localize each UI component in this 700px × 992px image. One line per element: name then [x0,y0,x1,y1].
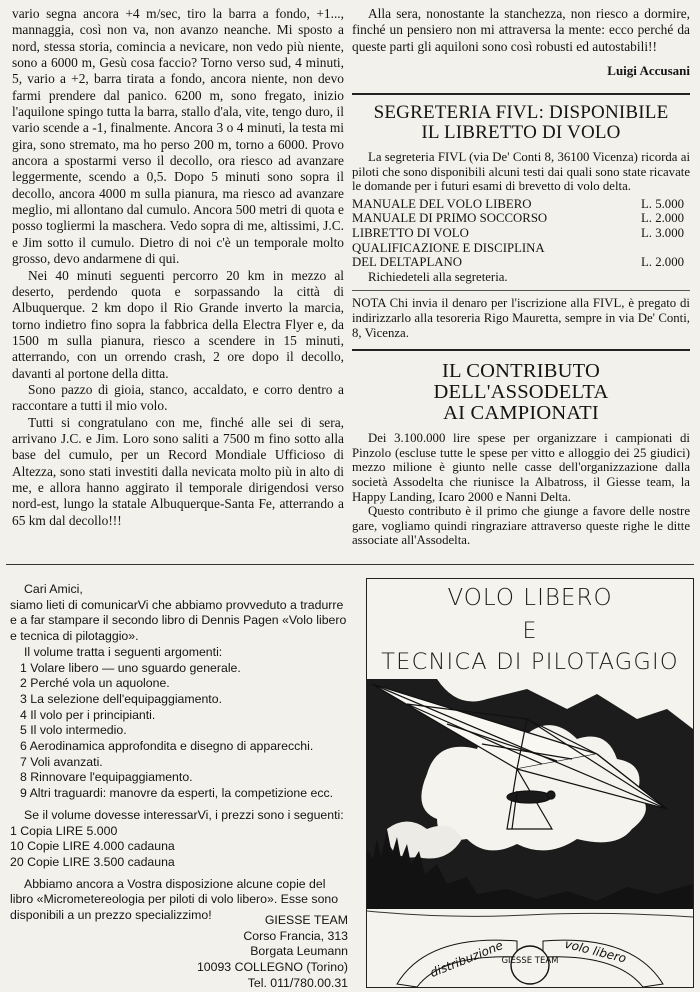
list-item: 7 Voli avanzati. [20,754,103,769]
article-paragraph: Nei 40 minuti seguenti percorro 20 km in mezzo al deserto, perdendo quota e sorpassando la città di Albuquerque. 2 km dopo il Rio Grande inverto la marcia, torno indietro fino sopra la fabbrica della Electra Flyer e, da 1500 m sulla pianura, riesco a scendere in 15 minuti, atterrando, con un orrendo crash, 2 ore dopo il decollo, davanti al portone della ditta. [12,267,344,381]
author-signature: Luigi Accusani [607,63,690,79]
book-price-list [352,197,690,270]
request-line: Richiedeteli alla segreteria. [368,269,508,284]
ad-title-line: E [522,619,538,644]
letter-topics-intro: Il volume tratta i seguenti argomenti: [24,644,223,659]
list-item: 4 Il volo per i principianti. [20,707,156,722]
price-item: MANUALE DI PRIMO SOCCORSO L. 2.000 [352,211,684,226]
topics-list [10,661,350,802]
section-divider [352,349,690,351]
list-item: 1 Copia LIRE 5.000 [10,823,118,838]
price-item: MANUALE DEL VOLO LIBERO L. 5.000 [352,196,684,211]
letter-extra: Abbiamo ancora a Vostra disposizione alcune copie del libro «Micrometereologia per piloti di volo libero». Esse sono disponibili a un prezzo specializzimo! [10,876,339,923]
address-line: 10093 COLLEGNO (Torino) [196,960,348,975]
list-item: 8 Rinnovare l'equipaggiamento. [20,770,193,785]
hang-glider-illustration [367,679,693,987]
phone-line: Tel. 011/780.00.31 [247,975,348,990]
section-intro: La segreteria FIVL (via De' Conti 8, 36100 Vicenza) ricorda ai piloti che sono disponibili alcuni testi dai quali sono state ricavate le domande per i futuri esami di brevetto di volo delta. [352,150,690,194]
company-name: GIESSE TEAM [264,913,348,927]
list-item: 1 Volare libero — uno sguardo generale. [20,660,241,675]
list-item: 2 Perché vola un aquolone. [20,676,170,691]
note-paragraph: NOTA Chi invia il denaro per l'iscrizione alla FIVL, è pregato di indirizzarlo alla tesoreria Rigo Mauretta, sempre in via De' Conti, 8, Vicenza. [352,296,690,340]
banner-left-text: distribuzione [428,938,506,981]
section-title: IL CONTRIBUTO DELL'ASSODELTA AI CAMPIONATI [433,360,609,425]
address-line: Corso Francia, 313 [243,928,348,943]
emblem-text: GIESSE TEAM [501,956,559,966]
contributo-section [352,361,690,548]
list-item: 10 Copie LIRE 4.000 cadauna [10,839,175,854]
section-paragraph: Questo contributo è il primo che giunge a favore delle nostre gare, vogliamo quindi ringraziare attraverso queste righe le ditte associate all'Assodelta. [352,504,690,548]
ad-title-line: VOLO LIBERO [447,585,613,611]
list-item: 5 Il volo intermedio. [20,723,127,738]
article-paragraph: Sono pazzo di gioia, stanco, accaldato, e corro dentro a raccontare a tutti il mio volo. [12,381,344,414]
letter-intro: siamo lieti di comunicarVi che abbiamo provveduto a tradurre e a far stampare il secondo libro di Dennis Pagen «Volo libero e tecnica di pilotaggio». [10,597,347,644]
article-paragraph: Tutti si congratulano con me, finché alle sei di sera, arrivano J.C. e Jim. Loro sono saliti a 7500 m fino sotto alla base del cumulo, per un Record Mondiale Ufficioso di Altezza, sono stati investiti dalla nevicata molto più in alto di me, e allora hanno aggirato il temporale dirigendosi verso nord-est, lungo la statale Albuquerque-Santa Fe, atterrando a 65 km dal decollo!!! [12,414,344,528]
banner-right-text: volo libero [563,936,628,966]
page-divider [6,564,694,565]
section-paragraph: Dei 3.100.000 lire spese per organizzare i campionati di Pinzolo (escluse tutte le spese per vitto e alloggio dei 25 giudici) mezzo milione è giunto nelle casse dell'organizzazione dalla società Assodelta che riunisce la Albatross, il Giesse team, la Happy Landing, Icaro 2000 e Nanni Delta. [352,431,690,504]
article-continuation [12,6,344,529]
list-item: 20 Copie LIRE 3.500 cadauna [10,854,175,869]
copy-price-list [10,824,350,871]
price-item: LIBRETTO DI VOLO L. 3.000 [352,226,684,240]
book-advertisement [366,578,694,988]
article-paragraph: Alla sera, nonostante la stanchezza, non riesco a dormire, finché un pensiero non mi attraversa la mente: ecco perché da queste parti gli aquiloni sono così robusti ed autostabili!! [352,6,690,54]
article-paragraph: vario segna ancora +4 m/sec, tiro la barra a fondo, +1..., mannaggia, così non va, non avanzo neanche. Mi sposto a nord, stessa storia, comincia a nevicare, non vedo più niente, sono a 6000 m, Gesù cosa faccio? Torno verso sud, 4 minuti, 5, vario a +2, barra tirata a fondo, ancora niente, non devo farmi prendere dal panico. 6200 m, sono fregato, inizio l'aquilone spingo tutta la barra, stallo d'ala, vite, tengo duro, il vario scende a -1, finalmente. Ancora 3 o 4 minuti, la testa mi gira, sono stremato, ma ho perso 200 m, torno a 6000. Provo ancora a spostarmi verso il decollo, ora riesco ad avanzare leggermente, scendo a 0,5. Dopo 5 minuti sono sopra il decollo, ancora 4000 m sulla pianura, ma riesco ad avanzare meglio, mi allontano dal cumulo. Ancora 500 metri di quota e posso togliermi la maschera. Vedo sopra di me, altissimi, J.C. e Jim sotto il cumulo. Dietro di noi c'è un temporale molto grosso, devo andarmene di qui. [12,6,344,267]
thin-divider [352,290,690,291]
section-title: SEGRETERIA FIVL: DISPONIBILE IL LIBRETTO DI VOLO [373,102,669,144]
price-item: QUALIFICAZIONE E DISCIPLINA DEL DELTAPLANO L. 2.000 [352,240,684,270]
section-divider [352,93,690,95]
letter-price-intro: Se il volume dovesse interessarVi, i prezzi sono i seguenti: [24,807,344,822]
list-item: 6 Aerodinamica approfondita e disegno di apparecchi. [20,739,314,754]
giesse-letter [10,582,350,990]
secreteria-section [352,103,690,340]
article-ending [352,6,690,79]
list-item: 9 Altri traguardi: manovre da esperti, la competizione ecc. [20,786,334,801]
list-item: 3 La selezione dell'equipaggiamento. [20,691,222,706]
address-line: Borgata Leumann [250,944,348,959]
address-block [170,913,348,992]
letter-greeting: Cari Amici, [24,582,83,596]
ad-title-line: TECNICA DI PILOTAGGIO [381,649,679,675]
right-column [352,6,690,548]
